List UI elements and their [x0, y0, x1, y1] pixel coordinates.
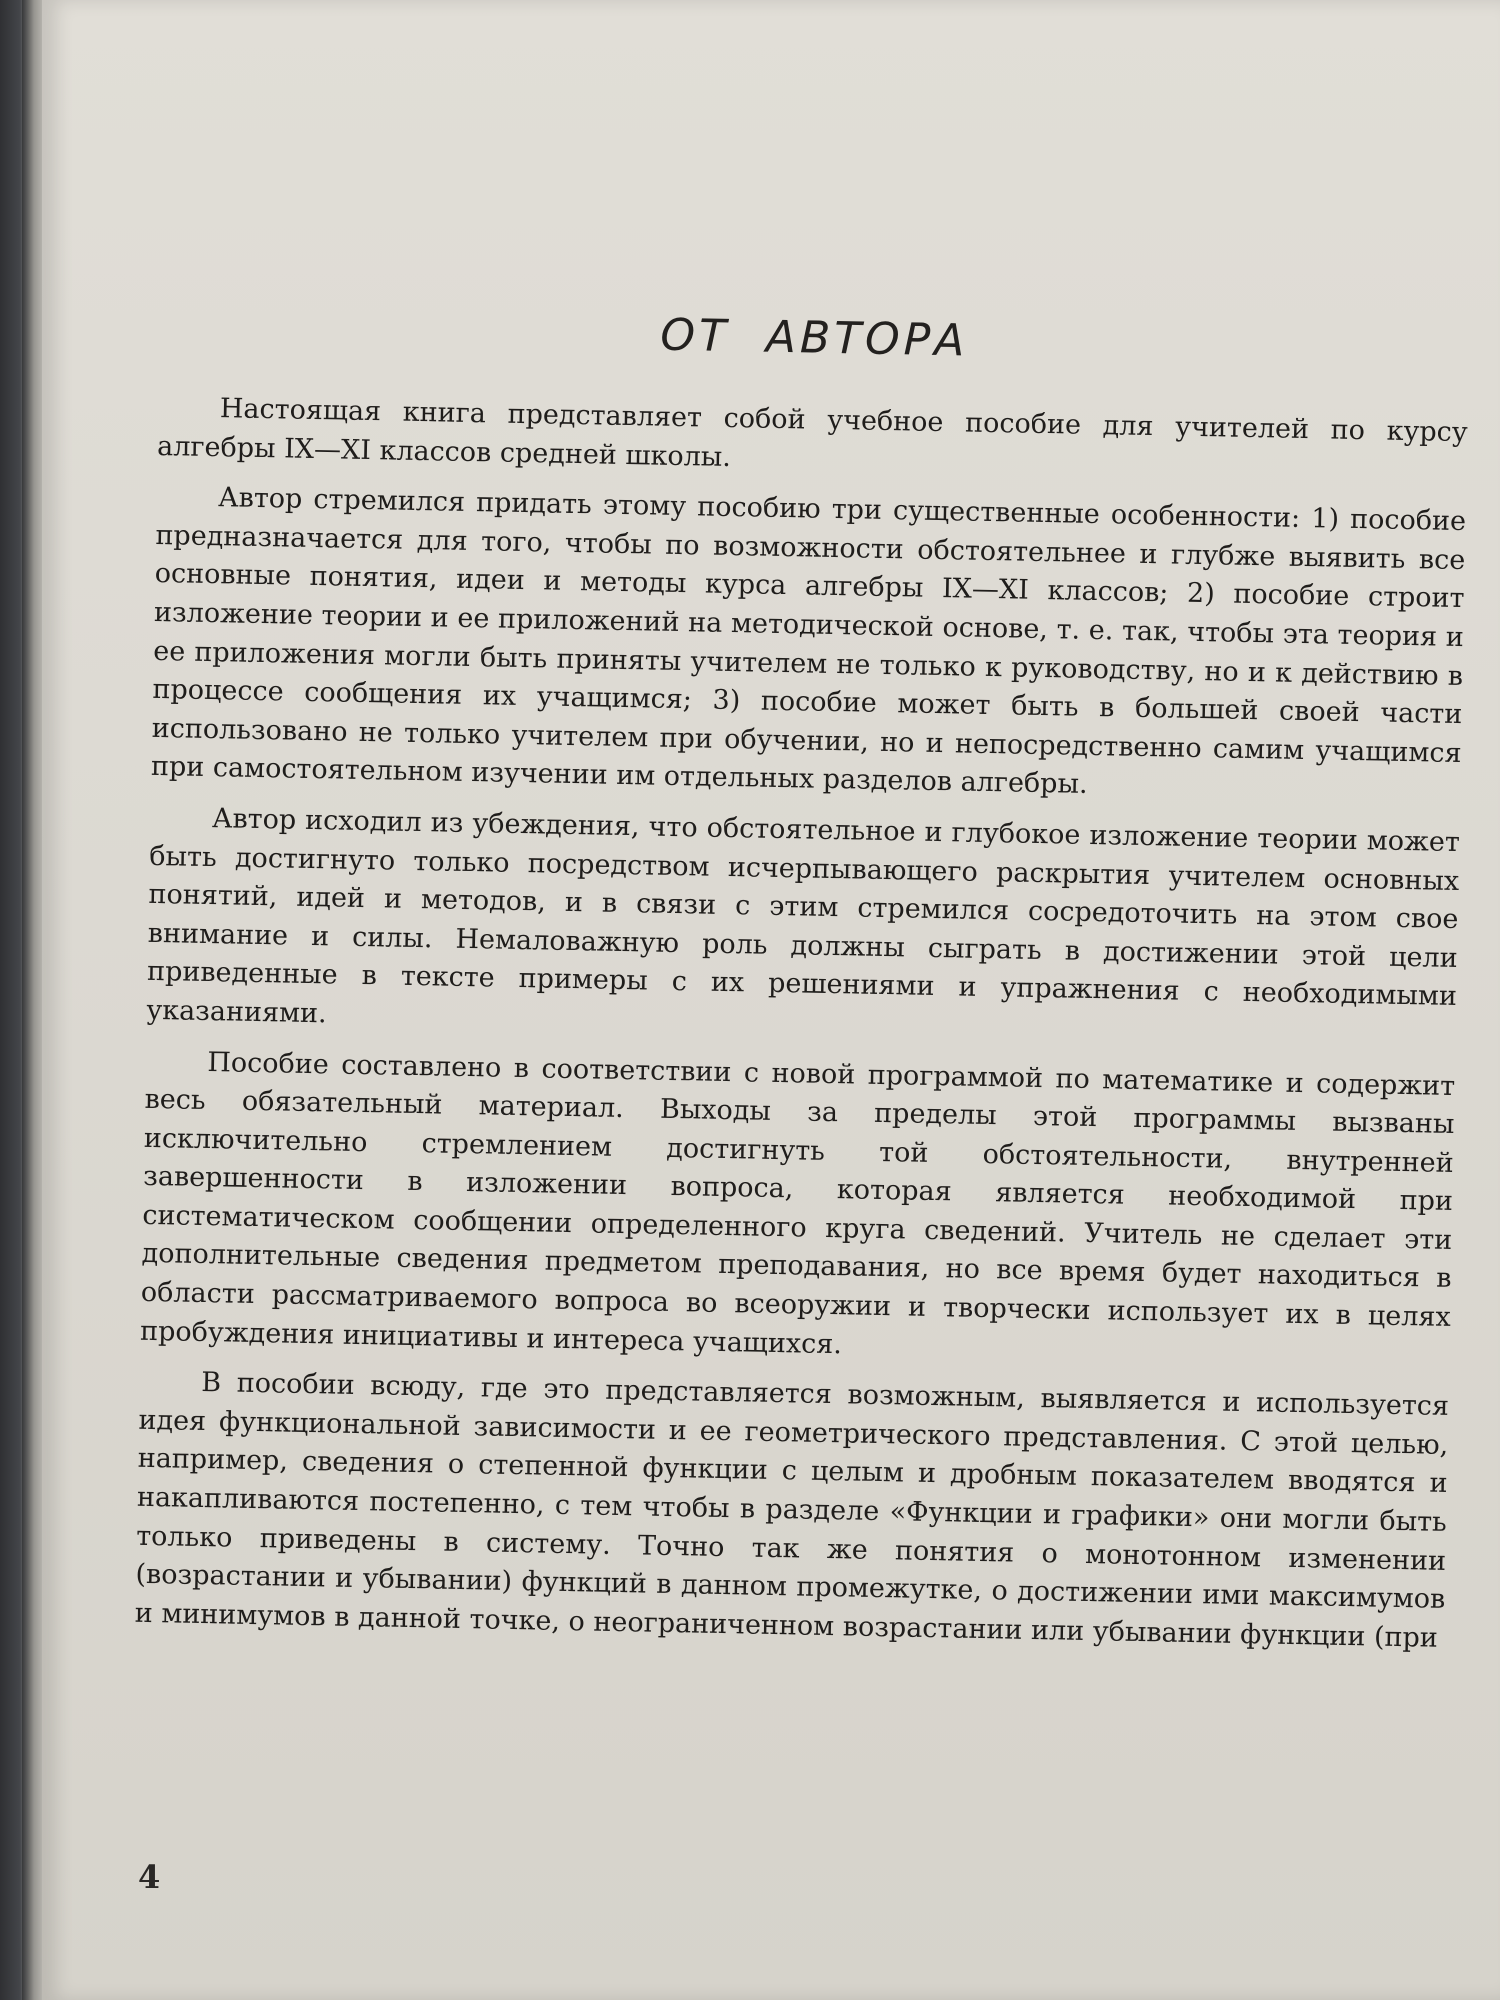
paragraph-5: В пособии всюду, где это представляется возможным, выявляется и используется идея функциональной зависимости и ее геометрического представления. С этой целью, например, сведения о степенной функции с целым и дробным показателем вводятся и накапливаются постепенно, с тем чтобы в разделе «Функции и графики» они могли быть только приведены в систему. Точно так же понятия о монотонном изменении (возрастании и убывании) функций в данном промежутке, о достижении ими максимумов и минимумов в данной точке, о неограниченном возрастании или убывании функции (при — [134, 1367, 1450, 1654]
paragraph-3: Автор исходил из убеждения, что обстоятельное и глубокое изложение теории может быть достигнуто только посредством исчерпывающего раскрытия учителем основных понятий, идей и методов, и в связи с этим стремился сосредоточить на этом свое внимание и силы. Немаловажную роль должны сыграть в достижении этой цели приведенные в тексте примеры с их решениями и упражнения с необходимыми указаниями. — [146, 803, 1461, 1030]
book-page — [42, 0, 1500, 2000]
paragraph-2: Автор стремился придать этому пособию три существенные особенности: 1) пособие предназначается для того, чтобы по возможности обстоятельнее и глубже выявить все основные понятия, идеи и методы курса алгебры IX—XI классов; 2) пособие строит изложение теории и ее приложений на методической основе, т. е. так, чтобы эта теория и ее приложения могли быть приняты учителем не только к руководству, но и к действию в процессе сообщения их учащимся; 3) пособие может быть в большей своей части использовано не только учителем при обучении, но и непосредственно самим учащимся при самостоятельном изучении им отдельных разделов алгебры. — [150, 482, 1467, 801]
section-heading: ОТ АВТОРА — [659, 309, 969, 367]
page-gutter-shadow — [22, 0, 44, 2000]
page-number: 4 — [138, 1858, 161, 1896]
paragraph-1: Настоящая книга представляет собой учебное пособие для учителей по курсу алгебры IX—XI классов средней школы. — [156, 393, 1468, 473]
paragraph-4: Пособие составлено в соответствии с новой программой по математике и содержит весь обязательный материал. Выходы за пределы этой программы вызваны исключительно стремлением достигнуть той обстоятельности, внутренней завершенности в изложении вопроса, которая является необходимой при систематическом сообщении определенного круга сведений. Учитель не сделает эти дополнительные сведения предметом преподавания, но все время будет находиться в области рассматриваемого вопроса во всеоружии и творчески использует их в целях пробуждения инициативы и интереса учащихся. — [139, 1046, 1456, 1360]
page-content — [134, 300, 1470, 1670]
